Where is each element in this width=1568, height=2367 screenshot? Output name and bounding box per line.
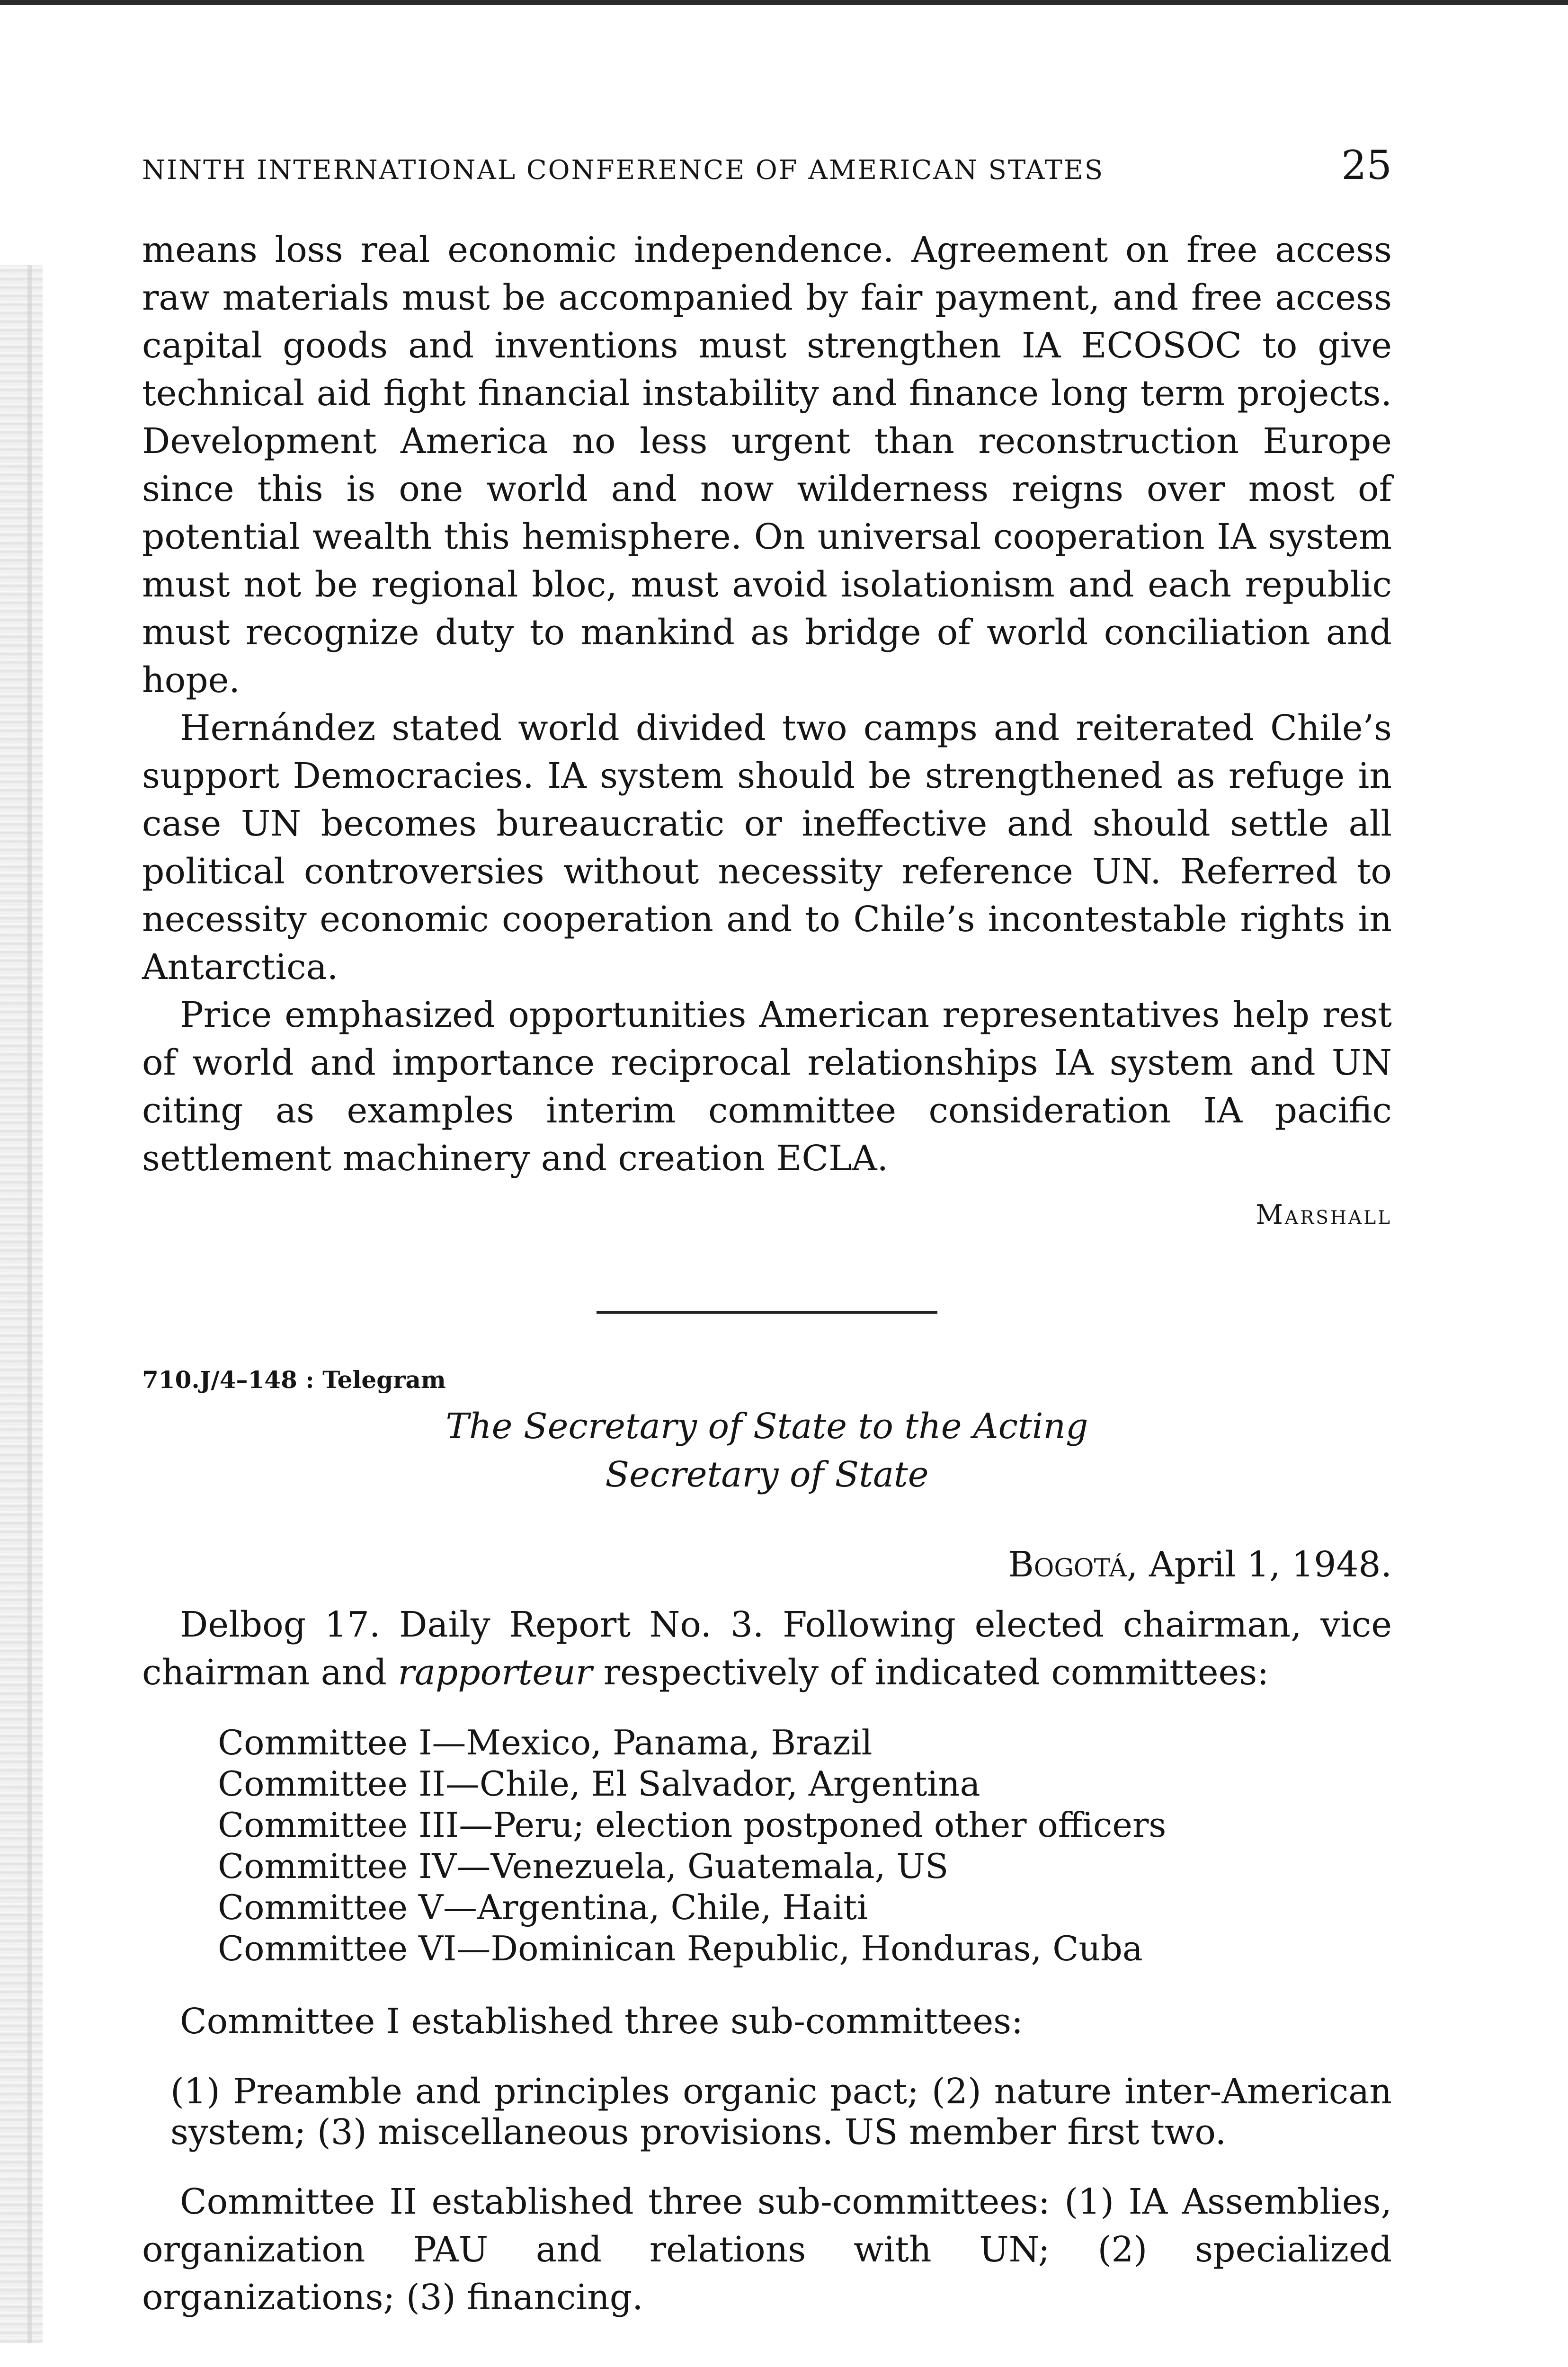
scan-edge-shadow <box>0 265 43 2343</box>
date: April 1, 1948. <box>1149 1544 1392 1585</box>
document-page <box>142 142 1392 2322</box>
document-title <box>142 1402 1392 1499</box>
list-item: Committee VI—Dominican Republic, Honduras, Cuba <box>218 1929 1143 1968</box>
running-title: NINTH INTERNATIONAL CONFERENCE OF AMERICAN STATES <box>142 155 1105 186</box>
list-item: Committee II—Chile, El Salvador, Argentina <box>218 1764 980 1804</box>
page-number: 25 <box>1341 142 1392 188</box>
section-divider <box>597 1311 937 1314</box>
committee-list <box>142 1722 1392 1969</box>
intro-text: respectively of indicated committees: <box>603 1652 1269 1693</box>
intro-italic-term: rapporteur <box>398 1652 593 1693</box>
paragraph: Committee I established three sub-committees: <box>180 2001 1024 2042</box>
telegram-intro <box>142 1601 1392 1697</box>
document-title-line: Secretary of State <box>605 1454 929 1495</box>
paragraph: Price emphasized opportunities American representatives help rest of world and importance reciprocal relationships IA system and UN citing as examples interim committee consideration IA pacific settlement machinery and creation ECLA. <box>142 995 1392 1179</box>
list-item: Committee V—Argentina, Chile, Haiti <box>218 1887 868 1927</box>
paragraph: Hernández stated world divided two camps and reiterated Chile’s support Democracies. IA system should be strengthened as refuge in case UN becomes bureaucratic or ineffective and should settle all political controversies without necessity reference UN. Referred to necessity economic cooperation and to Chile’s incontestable rights in Antarctica. <box>142 708 1392 988</box>
place: Bogotá, <box>1008 1544 1138 1585</box>
continuation-text <box>142 226 1392 1183</box>
top-border <box>0 0 1568 5</box>
list-item: Committee I—Mexico, Panama, Brazil <box>218 1723 873 1762</box>
running-header <box>142 142 1392 189</box>
subcommittee-list: (1) Preamble and principles organic pact; (2) nature inter-American system; (3) miscellaneous provisions. US member first two. <box>170 2071 1392 2153</box>
list-item: Committee III—Peru; election postponed other officers <box>218 1805 1167 1845</box>
file-reference: 710.J/4–148 : Telegram <box>142 1366 446 1394</box>
signature: Marshall <box>1256 1200 1392 1230</box>
paragraph: Committee II established three sub-committees: (1) IA Assemblies, organization PAU and relations with UN; (2) specialized organizations; (3) financing. <box>142 2181 1392 2318</box>
place-date <box>142 1544 1392 1585</box>
list-item: Committee IV—Venezuela, Guatemala, US <box>218 1846 949 1886</box>
telegram-body <box>142 1601 1392 2322</box>
document-title-line: The Secretary of State to the Acting <box>445 1406 1088 1447</box>
paragraph: means loss real economic independence. Agreement on free access raw materials must be accompanied by fair payment, and free access capital goods and inventions must strengthen IA ECOSOC to give technical aid fight financial instability and finance long term projects. Development America no less urgent than reconstruction Europe since this is one world and now wilderness reigns over most of potential wealth this hemisphere. On universal cooperation IA system must not be regional bloc, must avoid isolationism and each republic must recognize duty to mankind as bridge of world conciliation and hope. <box>142 230 1392 701</box>
intro-text: Delbog 17. Daily Report No. 3. Following elected chairman, vice chairman and <box>142 1604 1392 1693</box>
